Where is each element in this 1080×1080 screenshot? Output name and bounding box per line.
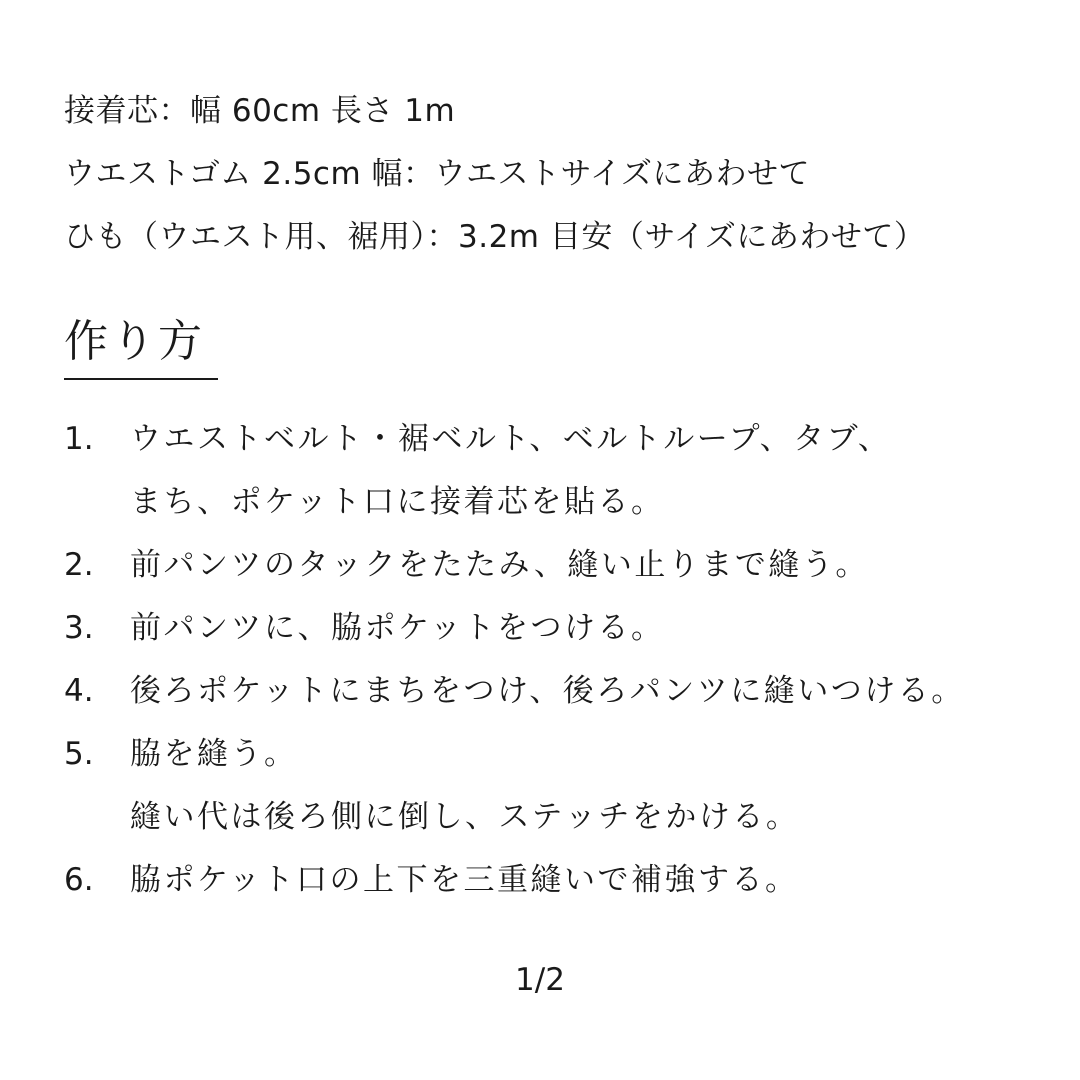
step-text: 脇ポケット口の上下を三重縫いで補強する。 (130, 862, 799, 898)
step-4 (64, 660, 1064, 723)
section-title-instructions: 作り方 (64, 312, 218, 380)
step-number: 3. (64, 610, 94, 646)
step-text: 脇を縫う。 (130, 736, 298, 772)
step-5 (64, 723, 1064, 849)
page-number: 1/2 (515, 962, 565, 998)
step-text: 後ろポケットにまちをつけ、後ろパンツに縫いつける。 (130, 673, 965, 709)
step-1 (64, 408, 1064, 534)
step-text-continued: まち、ポケット口に接着芯を貼る。 (130, 484, 665, 520)
step-text: ウエストベルト・裾ベルト、ベルトループ、タブ、 (130, 421, 892, 457)
step-2 (64, 534, 1064, 597)
step-number: 1. (64, 421, 94, 457)
step-text: 前パンツに、脇ポケットをつける。 (130, 610, 665, 646)
materials-list (64, 80, 1054, 269)
material-cord: ひも（ウエスト用、裾用）：3.2m 目安（サイズにあわせて） (64, 219, 926, 255)
step-number: 6. (64, 862, 94, 898)
material-interfacing: 接着芯：幅 60cm 長さ 1m (64, 93, 456, 129)
material-waist-elastic: ウエストゴム 2.5cm 幅：ウエストサイズにあわせて (64, 156, 811, 192)
step-number: 2. (64, 547, 94, 583)
step-number: 4. (64, 673, 94, 709)
step-text: 前パンツのタックをたたみ、縫い止りまで縫う。 (130, 547, 869, 583)
step-3 (64, 597, 1064, 660)
step-text-continued: 縫い代は後ろ側に倒し、ステッチをかける。 (130, 799, 800, 835)
step-number: 5. (64, 736, 94, 772)
step-6 (64, 849, 1064, 912)
steps-list (64, 408, 1064, 912)
